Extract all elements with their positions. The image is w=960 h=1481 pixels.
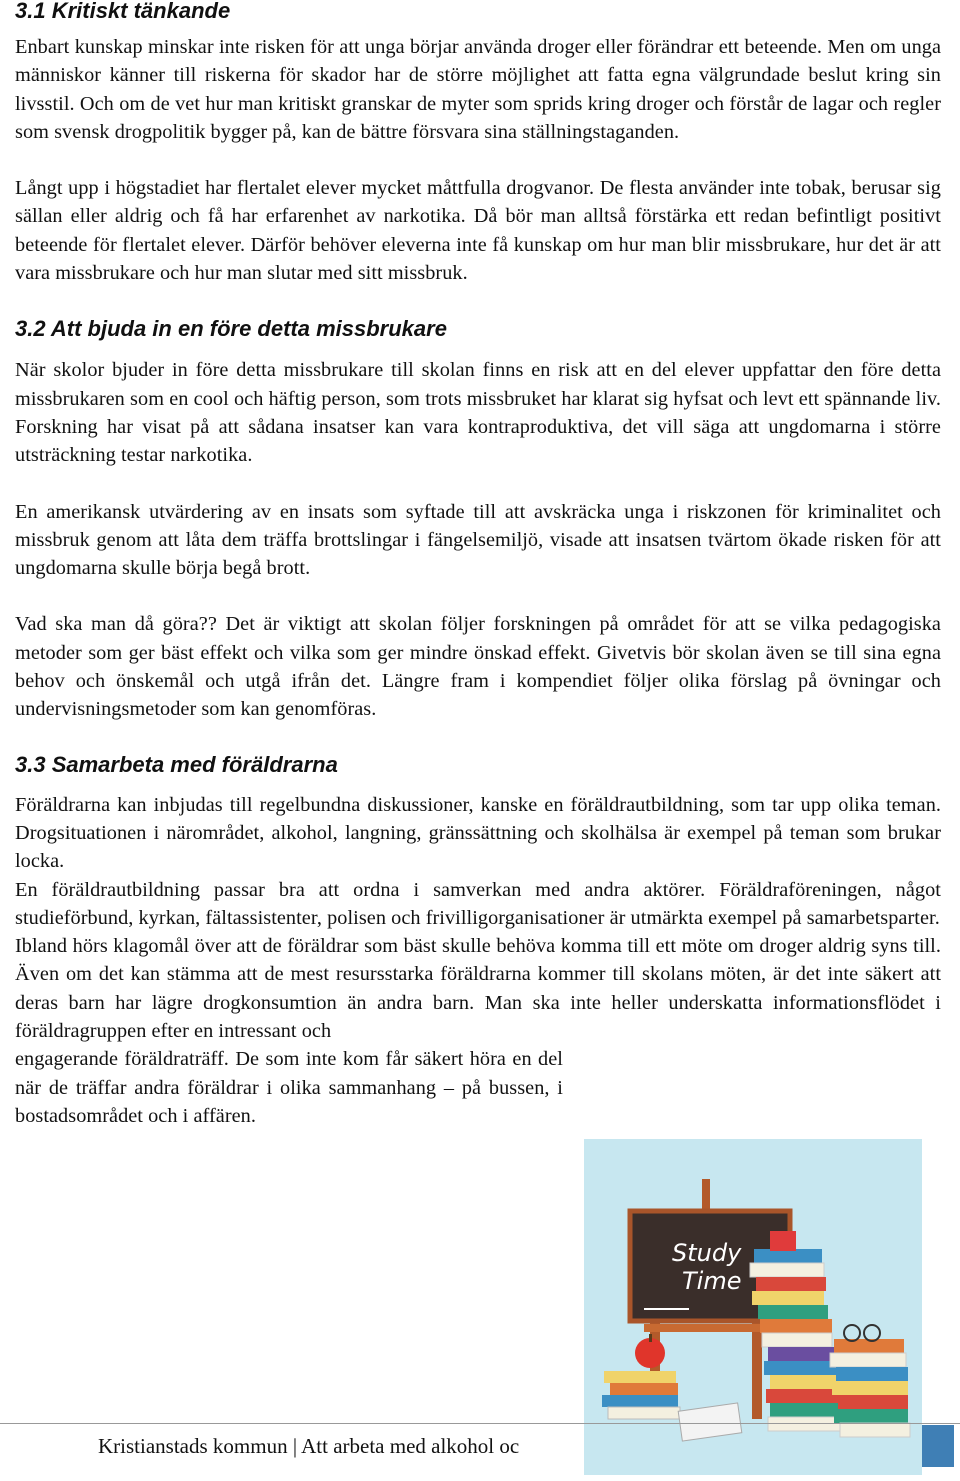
document-page (15, 0, 941, 1130)
paragraph: Vad ska man då göra?? Det är viktigt att skolan följer forskningen på området för att se vilka pedagogiska metoder som ger bäst effekt och vilka som ger mindre önskad effekt. Givetvis bör skolan även se till sina egna behov och önskemål och utgå ifrån det. Längre fram i kompendiet följer olika förslag på övningar och undervisningsmetoder som kan genomföras. (15, 613, 941, 721)
footer-divider (0, 1423, 960, 1424)
paragraph: En föräldrautbildning passar bra att ordna i samverkan med andra aktörer. Föräldraföreningen, något studieförbund, kyrkan, fältassistenter, polisen och frivilligorganisationer är utmärkta exempel på samarbetsparter. (15, 878, 941, 929)
paragraph: engagerande föräldraträff. De som inte kom får säkert höra en del när de träffar andra föräldrar i olika sammanhang – på bussen, i bostadsområdet och i affären. (15, 1048, 563, 1127)
study-time-image (584, 1139, 922, 1475)
paragraph: Föräldrarna kan inbjudas till regelbundna diskussioner, kanske en föräldrautbildning, som tar upp olika teman. Drogsituationen i närområdet, alkohol, langning, gränssättning och skolhälsa är exempel på teman som brukar locka. (15, 793, 941, 873)
paragraph: Ibland hörs klagomål över att de föräldrar som bäst skulle behöva komma till ett möte om droger aldrig syns till. Även om det kan stämma att de mest resursstarka föräldrarna kommer till skolans möten, är det inte säkert att deras barn har lägre drogkonsumtion än andra barn. Man ska inte heller underskatta informationsflödet i föräldragruppen efter en intressant och (15, 935, 941, 1043)
chalkboard-text-2: Time (682, 1267, 742, 1295)
paragraph: När skolor bjuder in före detta missbrukare till skolan finns en risk att en del elever uppfattar den före detta missbrukaren som en cool och häftig person, som trots missbruket har klarat sig hyfsat och levt ett spännande liv. Forskning har visat på att sådana insatser kan vara kontraproduktiva, det vill säga att ungdomarna i större utsträckning testar narkotika. (15, 359, 941, 467)
page-footer: Kristianstads kommun | Att arbeta med alkohol oc (98, 1434, 520, 1458)
paragraph: Enbart kunskap minskar inte risken för att unga börjar använda droger eller förändrar ett beteende. Men om unga människor känner till riskerna för skador har de större möjlighet att fatta egna välgrundade beslut kring sin livsstil. Och om de vet hur man kritiskt granskar de myter som sprids kring droger och förstår de lagar och regler som svensk drogpolitik bygger på, kan de bättre försvara sina ställningstaganden. (15, 36, 941, 143)
study-time-illustration (584, 1139, 922, 1475)
chalkboard-text-1: Study (672, 1239, 742, 1267)
section-heading-3-2: 3.2 Att bjuda in en före detta missbrukare (15, 316, 447, 342)
section-heading-3-1: 3.1 Kritiskt tänkande (15, 0, 231, 23)
page-number-tab (922, 1425, 954, 1467)
paragraph: En amerikansk utvärdering av en insats som syftade till att avskräcka unga i riskzonen för kriminalitet och missbruk genom att låta dem träffa brottslingar i fängelsemiljö, visade att insatsen tvärtom ökade risken för att ungdomarna skulle börja begå brott. (15, 500, 941, 580)
section-heading-3-3: 3.3 Samarbeta med föräldrarna (15, 751, 338, 777)
paragraph: Långt upp i högstadiet har flertalet elever mycket måttfulla drogvanor. De flesta använder inte tobak, berusar sig sällan eller aldrig och få har erfarenhet av narkotika. Då bör man alltså förstärka ett redan befintligt positivt beteende för flertalet elever. Därför behöver eleverna inte få kunskap om hur man blir missbrukare, hur det är att vara missbrukare och hur man slutar med sitt missbruk. (15, 177, 941, 285)
